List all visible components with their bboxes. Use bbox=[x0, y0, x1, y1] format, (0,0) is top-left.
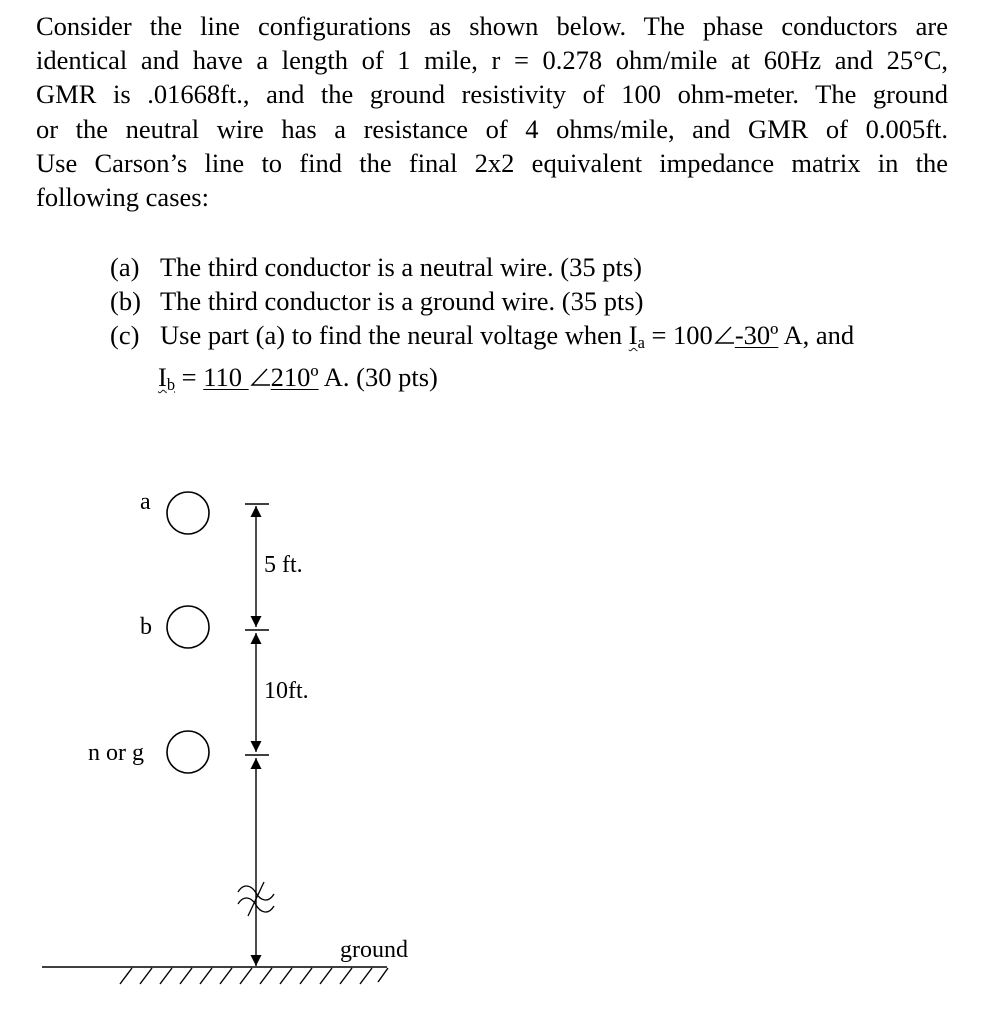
conductor-b-circle bbox=[167, 606, 209, 648]
intro-line: GMR is .01668ft., and the ground resistivity of 100 ohm-meter. The ground bbox=[36, 79, 948, 110]
conductor-n-circle bbox=[167, 731, 209, 773]
ib-magnitude: 110 bbox=[203, 362, 249, 393]
ground-label: ground bbox=[340, 937, 408, 963]
ib-subscript: b bbox=[166, 375, 176, 395]
dimension-label-5ft: 5 ft. bbox=[264, 552, 303, 578]
ground-hatching bbox=[120, 968, 388, 984]
ia-unit: A, and bbox=[778, 320, 855, 350]
ib-unit: A. (30 pts) bbox=[318, 362, 438, 393]
ia-subscript: a bbox=[637, 333, 645, 353]
ib-equals: = bbox=[175, 362, 204, 393]
intro-line: following cases: bbox=[36, 182, 209, 213]
intro-line: Consider the line configurations as shown below. The phase conductors are bbox=[36, 11, 948, 41]
part-label: (a) bbox=[110, 252, 140, 282]
ia-angle: -30º bbox=[734, 320, 779, 350]
ib-letter: I bbox=[158, 362, 167, 393]
part-label: (c) bbox=[110, 320, 140, 350]
conductor-a-circle bbox=[167, 492, 209, 534]
ia-letter: I bbox=[628, 320, 638, 350]
intro-line: Use Carson’s line to find the final 2x2 equivalent impedance matrix in the bbox=[36, 147, 948, 178]
ib-angle: 210º bbox=[270, 362, 319, 393]
part-text: The third conductor is a ground wire. (35 pts) bbox=[160, 286, 644, 316]
dimension-label-10ft: 10ft. bbox=[264, 678, 309, 704]
part-text: The third conductor is a neutral wire. (35 pts) bbox=[160, 252, 643, 282]
intro-line: or the neutral wire has a resistance of 4 ohms/mile, and GMR of 0.005ft. bbox=[36, 113, 948, 144]
intro-line: identical and have a length of 1 mile, r = 0.278 ohm/mile at 60Hz and 25°C, bbox=[36, 45, 948, 76]
conductor-label-a: a bbox=[140, 489, 151, 515]
part-label: (b) bbox=[110, 286, 141, 316]
part-c-text-start: Use part (a) to find the neural voltage when bbox=[160, 320, 629, 350]
conductor-label-b: b bbox=[140, 614, 152, 640]
conductor-label-n-or-g: n or g bbox=[88, 740, 144, 766]
ia-equals: = 100 bbox=[644, 320, 713, 350]
